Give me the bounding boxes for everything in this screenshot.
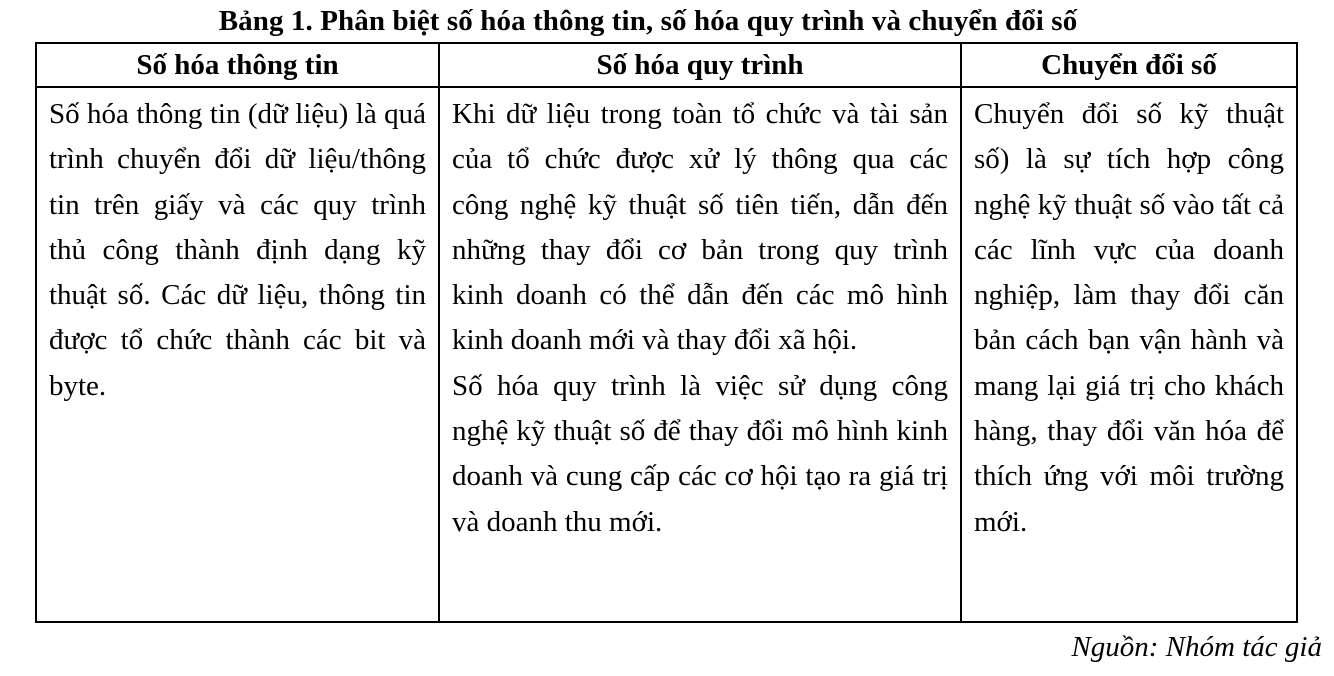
cell-chuyen-doi-so: [961, 87, 1297, 622]
table-row: [36, 87, 1297, 622]
cell-text: Số hóa thông tin (dữ liệu) là quá trình chuyển đổi dữ liệu/thông tin trên giấy và các quy trình thủ công thành định dạng kỹ thuật số. Các dữ liệu, thông tin được tổ chức thành các bit và byte.: [49, 98, 426, 402]
cell-paragraph-2: Số hóa quy trình là việc sử dụng công nghệ kỹ thuật số để thay đổi mô hình kinh doanh và cung cấp các cơ hội tạo ra giá trị và doanh thu mới.: [452, 369, 948, 538]
comparison-table: [35, 42, 1298, 623]
table-header-row: [36, 43, 1297, 87]
header-so-hoa-thong-tin: Số hóa thông tin: [36, 43, 439, 87]
source-note: Nguồn: Nhóm tác giả: [1071, 631, 1322, 663]
header-chuyen-doi-so: Chuyển đổi số: [961, 43, 1297, 87]
cell-text: Chuyển đổi số kỹ thuật số) là sự tích hợp công nghệ kỹ thuật số vào tất cả các lĩnh vực của doanh nghiệp, làm thay đổi căn bản cách bạn vận hành và mang lại giá trị cho khách hàng, thay đổi văn hóa để thích ứng với môi trường mới.: [974, 98, 1284, 538]
cell-so-hoa-thong-tin: [36, 87, 439, 622]
table-caption: Bảng 1. Phân biệt số hóa thông tin, số hóa quy trình và chuyển đổi số: [218, 5, 1078, 37]
cell-paragraph-1: Khi dữ liệu trong toàn tổ chức và tài sản của tổ chức được xử lý thông qua các công nghệ kỹ thuật số tiên tiến, dẫn đến những thay đổi cơ bản trong quy trình kinh doanh có thể dẫn đến các mô hình kinh doanh mới và thay đổi xã hội.: [452, 98, 948, 357]
cell-so-hoa-quy-trinh: [439, 87, 961, 622]
header-so-hoa-quy-trinh: Số hóa quy trình: [439, 43, 961, 87]
